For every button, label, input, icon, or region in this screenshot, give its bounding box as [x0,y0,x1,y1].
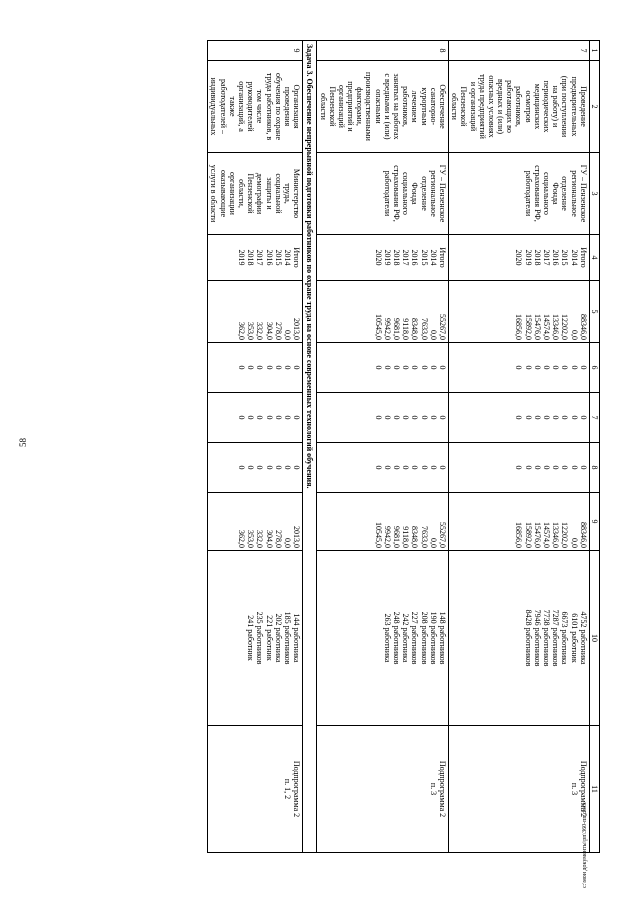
table-row [317,41,449,853]
col-num-9: 9 [589,493,599,551]
activity-name-line: и организаций [468,81,478,132]
executor-line: оказывающие [218,169,228,218]
extrabudget-funding-line: 0,0 [428,538,438,548]
total-funding [208,281,303,343]
indicator-values-line: 8428 работников [523,609,533,667]
activity-name [449,61,590,153]
extrabudget-funding-line: 0,0 [569,538,579,548]
total-funding-line: 9942,0 [382,318,392,340]
year-list-line: 2017 [255,249,265,266]
regional-funding-line: 0 [410,415,420,420]
regional-funding-line: 0 [428,415,438,420]
subprogram-ref-line: п. 3 [569,782,579,796]
federal-funding-line: 0 [237,365,247,370]
footer-file-path: c:\мои документы\рп\360-пп.docx [582,802,588,888]
executor-line: отделение [560,176,570,211]
col-num-6: 6 [589,343,599,393]
regional-funding-line: 0 [438,415,447,420]
local-funding [208,443,303,493]
local-funding-line: 0 [532,465,542,470]
federal-funding-line: 0 [569,365,579,370]
total-funding-line: 9681,0 [392,318,402,340]
year-list-line: 2020 [514,249,524,266]
extrabudget-funding-line: 304,0 [264,530,274,548]
indicator-values-line: 248 работников [392,611,402,665]
federal-funding-line: 0 [382,365,392,370]
table-row [449,41,590,853]
activity-name-line: периодических [542,80,552,133]
extrabudget-funding [208,493,303,551]
extrabudget-funding-line: 332,0 [255,530,265,548]
year-list-line: 2014 [428,249,438,266]
col-num-10: 10 [589,551,599,726]
local-funding-line: 0 [578,465,588,470]
total-funding-line: 0,0 [428,330,438,340]
col-num-7: 7 [589,393,599,443]
regional-funding-line: 0 [283,415,292,420]
year-list-line: 2015 [560,249,570,266]
total-funding-line: 9118,0 [401,318,411,340]
regional-funding [208,393,303,443]
federal-funding-line: 0 [273,365,283,370]
federal-funding-line: 0 [419,365,429,370]
regional-funding-line: 0 [514,415,524,420]
regional-funding-line: 0 [273,415,283,420]
executor-line: социальной [273,173,283,214]
federal-funding-line: 0 [514,365,524,370]
year-list-line: 2015 [419,249,429,266]
activity-name-line: курортным [419,87,429,126]
year-list-line: Итого [578,247,588,268]
executor-line: Министерство [292,168,302,219]
local-funding [317,443,449,493]
activity-name-line: Пензенской [459,86,469,127]
year-list-line: 2018 [532,249,542,266]
federal-funding [449,343,590,393]
executor-line: региональное [569,170,579,217]
row-number: 9 [208,41,303,61]
activity-name-line: производственными [364,72,374,141]
federal-funding-line: 0 [560,365,570,370]
indicator-values-line: 148 работников [438,611,447,665]
extrabudget-funding-line: 362,0 [237,530,247,548]
indicator-values-line: 202 работника [273,613,283,663]
activity-name-line: организаций, а [237,81,247,132]
regional-funding-line: 0 [264,415,274,420]
year-list-line: 2019 [237,249,247,266]
total-funding-line: 12202,0 [560,314,570,340]
local-funding-line: 0 [246,465,256,470]
federal-funding-line: 0 [532,365,542,370]
indicator-values [449,551,590,726]
regional-funding-line: 0 [255,415,265,420]
executor-line: Пензенской [246,173,256,214]
federal-funding-line: 0 [438,365,447,370]
subprogram-ref-line: п. 1, 2 [283,778,292,800]
extrabudget-funding-line: 14574,0 [542,522,552,548]
year-list-line: 2018 [392,249,402,266]
indicator-values-line: 221 работник [264,615,274,661]
activity-name-line: предварительных [569,76,579,137]
year-list-line: Итого [438,247,447,268]
executor-line: Фонда [410,182,420,205]
executor-line: организации [227,172,237,215]
subprogram-ref [449,726,590,853]
executor-line: услуги в области [209,164,219,223]
regional-funding-line: 0 [523,415,533,420]
local-funding-line: 0 [392,465,402,470]
indicator-values-line: 190 работников [428,611,438,665]
year-list [208,235,303,281]
activity-name-line: работодателей – [218,79,228,134]
program-activities-table [207,40,600,853]
subprogram-ref-line: Подпрограмма 2 [292,760,302,818]
activity-name-line: предприятий и [346,81,356,132]
executor-line: области, [237,179,247,208]
activity-name-line: вредных и (или) [496,78,506,135]
activity-name-line: занятых на работах [392,73,402,140]
local-funding-line: 0 [255,465,265,470]
federal-funding [208,343,303,393]
task-3-heading: Задача 3. Обеспечение непрерывной подготовки работников по охране труда на основе современных технологий обучения. [303,41,317,853]
total-funding-line: 14574,0 [542,314,552,340]
regional-funding [317,393,449,443]
federal-funding-line: 0 [401,365,411,370]
local-funding-line: 0 [514,465,524,470]
extrabudget-funding-line: 88346,0 [578,522,588,548]
federal-funding-line: 0 [283,365,292,370]
regional-funding-line: 0 [551,415,561,420]
activity-name-line: осмотров [523,90,533,123]
year-list-line: 2019 [382,249,392,266]
indicator-values-line: 227 работников [410,611,420,665]
extrabudget-funding-line: 15476,0 [532,522,542,548]
activity-name-line: работающих во [505,80,515,133]
indicator-values-line: 208 работников [419,611,429,665]
activity-name-line: Организация [292,84,302,129]
total-funding-line: 332,0 [255,322,265,340]
extrabudget-funding [317,493,449,551]
local-funding-line: 0 [401,465,411,470]
regional-funding-line: 0 [542,415,552,420]
indicator-values [208,551,303,726]
regional-funding-line: 0 [419,415,429,420]
total-funding-line: 0,0 [283,330,292,340]
total-funding-line: 7633,0 [419,318,429,340]
year-list-line: 2015 [273,249,283,266]
indicator-values-line: 6101 работник [569,613,579,663]
local-funding-line: 0 [382,465,392,470]
local-funding-line: 0 [438,465,447,470]
total-funding-line: 88346,0 [578,314,588,340]
activity-name-line: том числе [255,89,265,124]
local-funding-line: 0 [237,465,247,470]
extrabudget-funding-line: 16856,0 [514,522,524,548]
year-list-line: 2014 [569,249,579,266]
regional-funding-line: 0 [569,415,579,420]
col-num-4: 4 [589,235,599,281]
page-number: 58 [18,438,28,447]
executor [449,153,590,235]
indicator-values-line: 144 работника [292,613,302,663]
row-number: 7 [449,41,590,61]
regional-funding-line: 0 [392,415,402,420]
activity-name-line: факторами, [355,87,365,126]
activity-name-line: обучения по охране [273,72,283,141]
col-num-11: 11 [589,726,599,853]
year-list-line: Итого [292,247,302,268]
local-funding-line: 0 [264,465,274,470]
activity-name-line: проведения [283,86,292,127]
extrabudget-funding-line: 13346,0 [551,522,561,548]
indicator-values-line: 6673 работника [560,611,570,665]
activity-name-line: работников, [401,86,411,127]
federal-funding-line: 0 [523,365,533,370]
total-funding-line: 2013,0 [292,318,302,340]
federal-funding-line: 0 [392,365,402,370]
total-funding [317,281,449,343]
task-3-row [303,41,317,853]
col-num-3: 3 [589,153,599,235]
extrabudget-funding-line: 353,0 [246,530,256,548]
activity-name-line: руководителей [246,81,256,132]
local-funding-line: 0 [283,465,292,470]
total-funding-line: 0,0 [569,330,579,340]
federal-funding-line: 0 [410,365,420,370]
executor-line: социального [542,172,552,215]
activity-name-line: медицинских [532,83,542,130]
executor-line: Фонда [551,182,561,205]
indicator-values-line: 263 работника [382,613,392,663]
regional-funding [449,393,590,443]
federal-funding-line: 0 [255,365,265,370]
col-num-8: 8 [589,443,599,493]
local-funding-line: 0 [428,465,438,470]
year-list-line: 2014 [283,249,292,266]
total-funding-line: 353,0 [246,322,256,340]
year-list-line: 2017 [542,249,552,266]
col-num-5: 5 [589,281,599,343]
year-list-line: 2020 [373,249,383,266]
activity-name-line: на работу) и [551,85,561,128]
extrabudget-funding-line: 12202,0 [560,522,570,548]
regional-funding-line: 0 [401,415,411,420]
local-funding-line: 0 [551,465,561,470]
indicator-values-line: 7287 работников [551,609,561,667]
total-funding-line: 304,0 [264,322,274,340]
activity-name-line: работников, [514,86,524,127]
column-number-row [589,41,599,853]
regional-funding-line: 0 [382,415,392,420]
executor [317,153,449,235]
extrabudget-funding-line: 278,0 [273,530,283,548]
extrabudget-funding-line: 7633,0 [419,526,429,548]
executor-line: страхования РФ, [532,165,542,222]
federal-funding-line: 0 [542,365,552,370]
year-list-line: 2016 [410,249,420,266]
subprogram-ref-line: п. 3 [428,782,438,796]
year-list-line: 2016 [551,249,561,266]
indicator-values-line: 7946 работников [532,609,542,667]
activity-name [317,61,449,153]
activity-name-line: также [227,96,237,117]
executor-line: ГУ – Пензенское [438,164,447,223]
extrabudget-funding-line: 55267,0 [438,522,447,548]
local-funding-line: 0 [523,465,533,470]
year-list-line: 2018 [246,249,256,266]
federal-funding-line: 0 [551,365,561,370]
subprogram-ref-line: Подпрограмма 2 [438,760,447,818]
regional-funding-line: 0 [532,415,542,420]
extrabudget-funding-line: 8348,0 [410,526,420,548]
total-funding-line: 13346,0 [551,314,561,340]
activity-name-line: организаций [336,85,346,128]
rotated-table-container [88,40,600,852]
activity-name-line: труда работников, в [264,72,274,141]
total-funding-line: 10545,0 [373,314,383,340]
federal-funding-line: 0 [292,365,302,370]
total-funding-line: 15892,0 [523,314,533,340]
executor-line: страхования РФ, [392,165,402,222]
total-funding-line: 362,0 [237,322,247,340]
executor-line: социального [401,172,411,215]
extrabudget-funding-line: 0,0 [283,538,292,548]
total-funding-line: 278,0 [273,322,283,340]
regional-funding-line: 0 [373,415,383,420]
extrabudget-funding-line: 2013,0 [292,526,302,548]
activity-name-line: индивидуальных [209,77,219,136]
activity-name-line: Пензенской [327,86,337,127]
extrabudget-funding-line: 9118,0 [401,526,411,548]
row-number: 8 [317,41,449,61]
federal-funding [317,343,449,393]
extrabudget-funding-line: 9681,0 [392,526,402,548]
indicator-values-line: 7738 работников [542,609,552,667]
activity-name-line: (при поступлении [560,75,570,138]
executor-line: демографии [255,172,265,215]
total-funding-line: 8348,0 [410,318,420,340]
executor-line: отделение [419,176,429,211]
total-funding-line: 55267,0 [438,314,447,340]
subprogram-ref [317,726,449,853]
local-funding-line: 0 [273,465,283,470]
executor-line: региональное [428,170,438,217]
indicator-values [317,551,449,726]
indicator-values-line: 4752 работника [578,611,588,665]
executor-line: ГУ – Пензенское [578,164,588,223]
regional-funding-line: 0 [237,415,247,420]
indicator-values-line: 242 работника [401,613,411,663]
federal-funding-line: 0 [428,365,438,370]
regional-funding-line: 0 [292,415,302,420]
executor-line: работодатели [382,170,392,217]
activity-name-line: Обеспечение [438,84,447,129]
total-funding [449,281,590,343]
subprogram-ref [208,726,303,853]
year-list [317,235,449,281]
regional-funding-line: 0 [578,415,588,420]
local-funding-line: 0 [542,465,552,470]
activity-name-line: с вредными и (или) [382,73,392,140]
executor-line: труда, [283,183,292,204]
year-list-line: 2019 [523,249,533,266]
table-row [208,41,303,853]
indicator-values-line: 241 работник [246,615,256,661]
activity-name-line: опасными [373,89,383,124]
activity-name-line: лечением [410,90,420,123]
regional-funding-line: 0 [560,415,570,420]
local-funding-line: 0 [569,465,579,470]
year-list-line: 2017 [401,249,411,266]
activity-name-line: опасных условиях [486,75,496,138]
extrabudget-funding-line: 15892,0 [523,522,533,548]
local-funding-line: 0 [560,465,570,470]
local-funding-line: 0 [419,465,429,470]
total-funding-line: 15476,0 [532,314,542,340]
executor-line: защиты и [264,177,274,210]
local-funding-line: 0 [292,465,302,470]
total-funding-line: 16856,0 [514,314,524,340]
activity-name [208,61,303,153]
col-num-1: 1 [589,41,599,61]
activity-name-line: Проведение [578,86,588,127]
extrabudget-funding-line: 10545,0 [373,522,383,548]
federal-funding-line: 0 [373,365,383,370]
extrabudget-funding-line: 9942,0 [382,526,392,548]
activity-name-line: области [450,93,460,120]
local-funding-line: 0 [373,465,383,470]
activity-name-line: труда предприятий [477,74,487,139]
indicator-values-line: 235 работников [255,611,265,665]
extrabudget-funding [449,493,590,551]
regional-funding-line: 0 [246,415,256,420]
local-funding-line: 0 [410,465,420,470]
activity-name-line: области [318,93,328,120]
executor [208,153,303,235]
year-list [449,235,590,281]
federal-funding-line: 0 [578,365,588,370]
local-funding [449,443,590,493]
col-num-2: 2 [589,61,599,153]
federal-funding-line: 0 [246,365,256,370]
year-list-line: 2016 [264,249,274,266]
activity-name-line: санаторно- [428,87,438,126]
federal-funding-line: 0 [264,365,274,370]
subprogram-ref-line: Подпрограмма 2 [578,760,588,818]
executor-line: работодатели [523,170,533,217]
indicator-values-line: 185 работников [283,611,292,665]
